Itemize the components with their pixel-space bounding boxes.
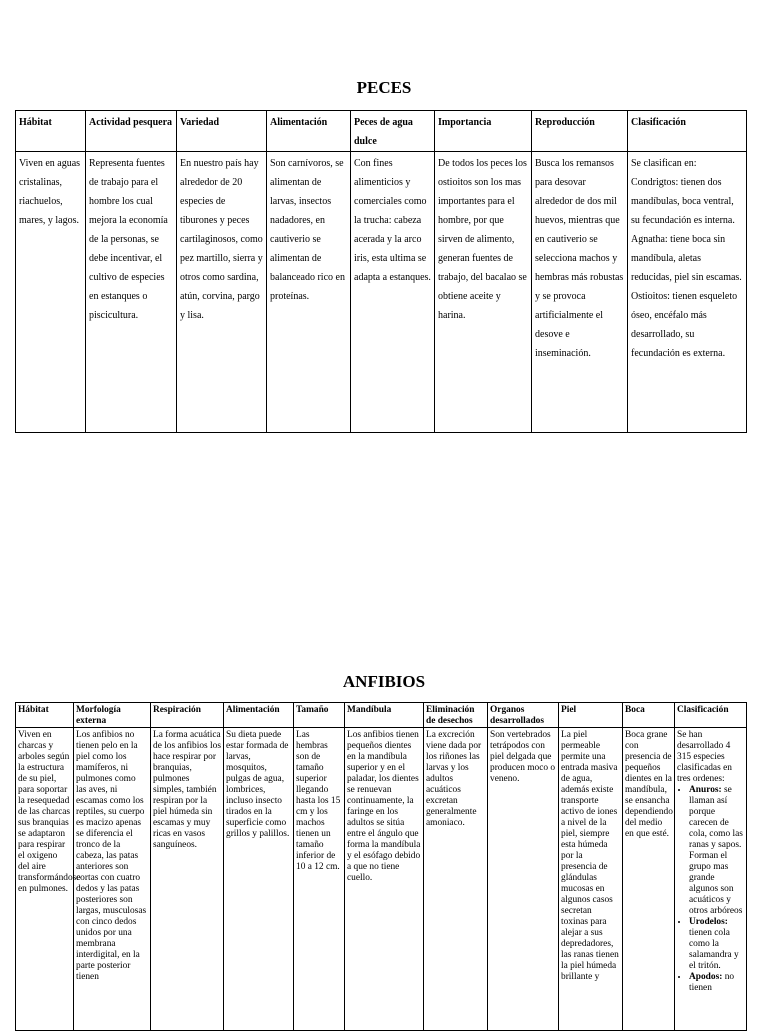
peces-header-alimentacion: Alimentación [267,111,351,152]
peces-cell-agua-dulce: Con fines alimenticios y comerciales como la trucha: cabeza acerada y la arco iris, esta ultima se adapta a estanques. [351,152,435,433]
orden-text: no tienen [689,972,735,993]
anfibios-cell-morfologia: Los anfibios no tienen pelo en la piel como los mamíferos, ni pulmones como las aves, ni escamas como los reptiles, su cuerpo es macizo apenas se diferencia el tronco de la cabeza, las patas anteriores son cortas con cuatro dedos y las patas posteriores son largas, musculosas con cinco dedos unidos por una membrana interdigital, en la parte posterior tienen [74,728,151,1031]
peces-cell-alimentacion: Son carnívoros, se alimentan de larvas, insectos nadadores, en cautiverio se alimentan de balanceado rico en proteínas. [267,152,351,433]
anfibios-header-clasificacion: Clasificación [675,703,747,728]
peces-cell-variedad: En nuestro país hay alrededor de 20 especies de tiburones y peces cartilaginosos, como pez martillo, sierra y otros como sardina, atún, corvina, pargo y lisa. [177,152,267,433]
anfibios-cell-piel: La piel permeable permite una entrada masiva de agua, además existe transporte activo de iones a nivel de la piel, siempre esta húmeda por la presencia de glándulas mucosas en algunos casos secretan toxinas para alejar a sus depredadores, las ranas tienen la piel húmeda brillante y [559,728,623,1031]
anfibios-header-habitat: Hábitat [16,703,74,728]
peces-header-agua-dulce: Peces de agua dulce [351,111,435,152]
anfibios-header-organos: Organos desarrollados [488,703,559,728]
anfibios-header-morfologia: Morfología externa [74,703,151,728]
anfibios-header-piel: Piel [559,703,623,728]
peces-title: PECES [356,78,412,97]
peces-header-habitat: Hábitat [16,111,86,152]
anfibios-title: ANFIBIOS [342,672,426,691]
peces-cell-importancia: De todos los peces los ostioitos son los mas importantes para el hombre, por que sirven de alimento, generan fuentes de trabajo, del bacalao se obtiene aceite y harina. [435,152,532,433]
anfibios-data-row [16,728,747,1031]
orden-name: Apodos: [689,972,723,982]
list-item [689,785,744,917]
peces-table [15,110,747,433]
anfibios-cell-habitat: Viven en charcas y arboles según la estructura de su piel, para soportar la resequedad de las charcas sus branquias se adaptaron para respirar el oxigeno del aire transformándose en pulmones. [16,728,74,1031]
orden-text: se llaman así porque carecen de cola, como las ranas y sapos. Forman el grupo mas grande algunos son acuáticos y otros arbóreos [689,785,743,916]
peces-header-clasificacion: Clasificación [628,111,747,152]
anfibios-cell-tamano: Las hembras son de tamaño superior llegando hasta los 15 cm y los machos tienen un tamaño inferior de 10 a 12 cm. [294,728,345,1031]
anfibios-table [15,702,747,1031]
anfibios-header-eliminacion: Eliminación de desechos [424,703,488,728]
orden-text: tienen cola como la salamandra y el tritón. [689,928,739,971]
anfibios-cell-respiracion: La forma acuática de los anfibios los hace respirar por branquias, pulmones simples, también respiran por la piel húmeda sin escamas y muy ricas en vasos sanguíneos. [151,728,224,1031]
anfibios-header-boca: Boca [623,703,675,728]
peces-data-row [16,152,747,433]
anfibios-header-mandibula: Mandíbula [345,703,424,728]
peces-cell-reproduccion: Busca los remansos para desovar alrededor de dos mil huevos, mientras que en cautiverio se selecciona machos y hembras más robustas y se provoca artificialmente el desove e inseminación. [532,152,628,433]
anfibios-cell-boca: Boca grane con presencia de pequeños dientes en la mandíbula, se ensancha dependiendo del medio en que esté. [623,728,675,1031]
list-item [689,972,744,994]
peces-cell-actividad: Representa fuentes de trabajo para el hombre los cual mejora la economía de la personas, se debe incentivar, el cultivo de especies en estanques o piscicultura. [86,152,177,433]
orden-name: Anuros: [689,785,722,795]
anfibios-cell-alimentacion: Su dieta puede estar formada de larvas, mosquitos, pulgas de agua, lombrices, incluso insecto tirados en la superficie como grillos y palillos. [224,728,294,1031]
peces-cell-habitat: Viven en aguas cristalinas, riachuelos, mares, y lagos. [16,152,86,433]
peces-header-variedad: Variedad [177,111,267,152]
anfibios-cell-organos: Son vertebrados tetrápodos con piel delgada que producen moco o veneno. [488,728,559,1031]
anfibios-header-tamano: Tamaño [294,703,345,728]
anfibios-clasificacion-intro: Se han desarrollado 4 315 especies clasificadas en tres ordenes: [677,730,732,784]
peces-cell-clasificacion: Se clasifican en: Condrigtos: tienen dos mandíbulas, boca ventral, su fecundación es interna. Agnatha: tiene boca sin mandíbula, aletas reducidas, piel sin escamas. Ostioitos: tienen esqueleto óseo, encéfalo más desarrollado, su fecundación es externa. [628,152,747,433]
peces-header-actividad: Actividad pesquera [86,111,177,152]
anfibios-cell-clasificacion [675,728,747,1031]
orden-name: Urodelos: [689,917,728,927]
anfibios-header-respiracion: Respiración [151,703,224,728]
anfibios-header-alimentacion: Alimentación [224,703,294,728]
peces-header-importancia: Importancia [435,111,532,152]
anfibios-cell-eliminacion: La excreción viene dada por los riñones las larvas y los adultos acuáticos excretan generalmente amoniaco. [424,728,488,1031]
peces-header-reproduccion: Reproducción [532,111,628,152]
anfibios-header-row [16,703,747,728]
peces-header-row [16,111,747,152]
anfibios-clasificacion-list [677,785,744,994]
anfibios-cell-mandibula: Los anfibios tienen pequeños dientes en la mandíbula superior y en el paladar, los dientes se renuevan continuamente, la faringe en los adultos se sitúa entre el ángulo que forma la mandíbula y el esófago debido a que no tiene cuello. [345,728,424,1031]
list-item [689,917,744,972]
